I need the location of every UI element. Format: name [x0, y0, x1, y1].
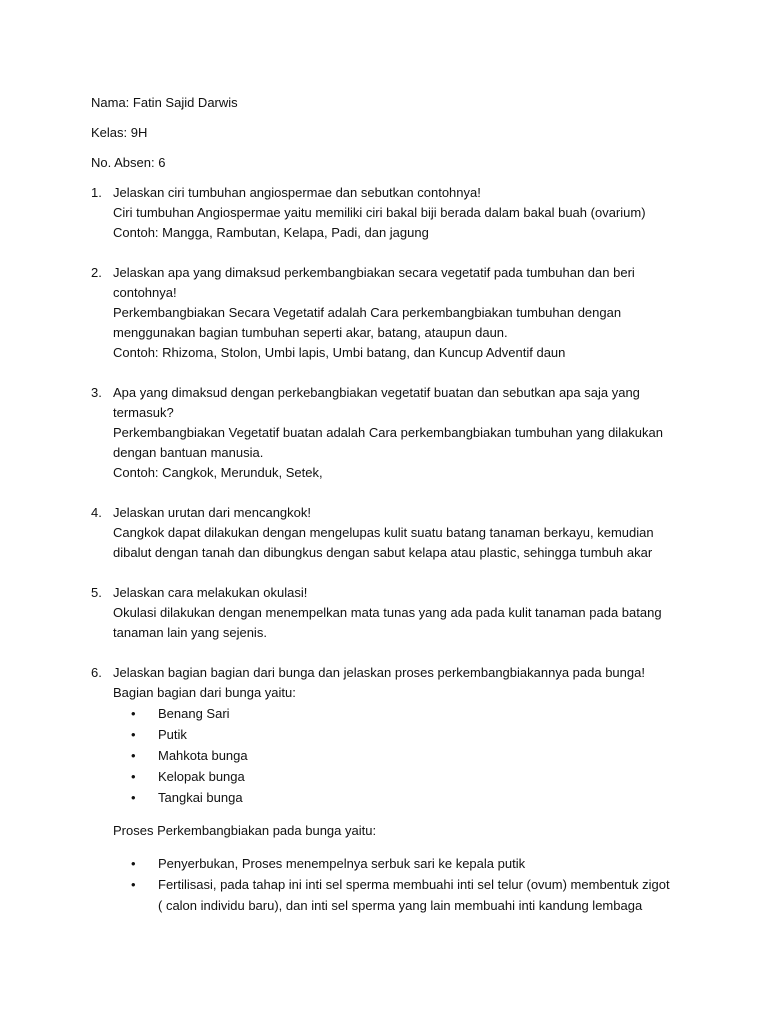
- question-5: [91, 583, 691, 643]
- question-text: Jelaskan urutan dari mencangkok!: [113, 505, 312, 520]
- question-text: Jelaskan apa yang dimaksud perkembangbiakan secara vegetatif pada tumbuhan dan beri: [113, 265, 635, 280]
- question-text: Jelaskan bagian bagian dari bunga dan jelaskan proses perkembangbiakannya pada bunga!: [113, 665, 645, 680]
- answer-line: Ciri tumbuhan Angiospermae yaitu memiliki ciri bakal biji berada dalam bakal buah (ovarium): [113, 205, 646, 220]
- question-number: 5.: [91, 585, 102, 600]
- bullet-icon: •: [131, 769, 136, 784]
- list-item: • Kelopak bunga: [113, 766, 691, 787]
- question-1: [91, 183, 691, 243]
- question-number: 6.: [91, 665, 102, 680]
- bullet-icon: •: [131, 706, 136, 721]
- process-heading: Proses Perkembangbiakan pada bunga yaitu:: [113, 823, 377, 838]
- answer-line: Contoh: Cangkok, Merunduk, Setek,: [113, 465, 323, 480]
- bullet-icon: •: [131, 790, 136, 805]
- question-text: Apa yang dimaksud dengan perkebangbiakan vegetatif buatan dan sebutkan apa saja yang: [113, 385, 640, 400]
- question-text: termasuk?: [113, 405, 174, 420]
- list-item: • Fertilisasi, pada tahap ini inti sel sperma membuahi inti sel telur (ovum) membentuk zigot: [113, 874, 691, 895]
- answer-line: Perkembangbiakan Vegetatif buatan adalah Cara perkembangbiakan tumbuhan yang dilakukan: [113, 425, 663, 440]
- question-2: [91, 263, 691, 363]
- bullet-icon: •: [131, 856, 136, 871]
- question-text: Jelaskan cara melakukan okulasi!: [113, 585, 308, 600]
- process-list: [113, 853, 691, 916]
- bullet-icon: •: [131, 727, 136, 742]
- bullet-icon: •: [131, 877, 136, 892]
- list-item: • Penyerbukan, Proses menempelnya serbuk sari ke kepala putik: [113, 853, 691, 874]
- list-item: • Benang Sari: [113, 703, 691, 724]
- student-class: Kelas: 9H: [91, 125, 148, 140]
- list-item: • Putik: [113, 724, 691, 745]
- question-number: 4.: [91, 505, 102, 520]
- student-name: Nama: Fatin Sajid Darwis: [91, 95, 238, 110]
- flower-parts-list: [113, 703, 691, 808]
- answer-line: tanaman lain yang sejenis.: [113, 625, 267, 640]
- answer-line: Contoh: Mangga, Rambutan, Kelapa, Padi, dan jagung: [113, 225, 429, 240]
- question-text: Jelaskan ciri tumbuhan angiospermae dan sebutkan contohnya!: [113, 185, 481, 200]
- question-number: 3.: [91, 385, 102, 400]
- answer-line: menggunakan bagian tumbuhan seperti akar, batang, ataupun daun.: [113, 325, 508, 340]
- list-item-continuation: ( calon individu baru), dan inti sel sperma yang lain membuahi inti kandung lembaga: [158, 898, 643, 913]
- list-item: • Mahkota bunga: [113, 745, 691, 766]
- student-absen: No. Absen: 6: [91, 155, 166, 170]
- question-text: contohnya!: [113, 285, 177, 300]
- list-item: • Tangkai bunga: [113, 787, 691, 808]
- answer-line: dengan bantuan manusia.: [113, 445, 264, 460]
- parts-heading: Bagian bagian dari bunga yaitu:: [113, 685, 296, 700]
- question-6: [91, 663, 691, 916]
- question-4: [91, 503, 691, 563]
- answer-line: Perkembangbiakan Secara Vegetatif adalah Cara perkembangbiakan tumbuhan dengan: [113, 305, 622, 320]
- question-number: 2.: [91, 265, 102, 280]
- answer-line: Okulasi dilakukan dengan menempelkan mata tunas yang ada pada kulit tanaman pada batang: [113, 605, 662, 620]
- answer-line: Cangkok dapat dilakukan dengan mengelupas kulit suatu batang tanaman berkayu, kemudian: [113, 525, 654, 540]
- question-3: [91, 383, 691, 483]
- answer-line: dibalut dengan tanah dan dibungkus dengan sabut kelapa atau plastic, sehingga tumbuh akar: [113, 545, 653, 560]
- answer-line: Contoh: Rhizoma, Stolon, Umbi lapis, Umbi batang, dan Kuncup Adventif daun: [113, 345, 566, 360]
- bullet-icon: •: [131, 748, 136, 763]
- question-number: 1.: [91, 185, 102, 200]
